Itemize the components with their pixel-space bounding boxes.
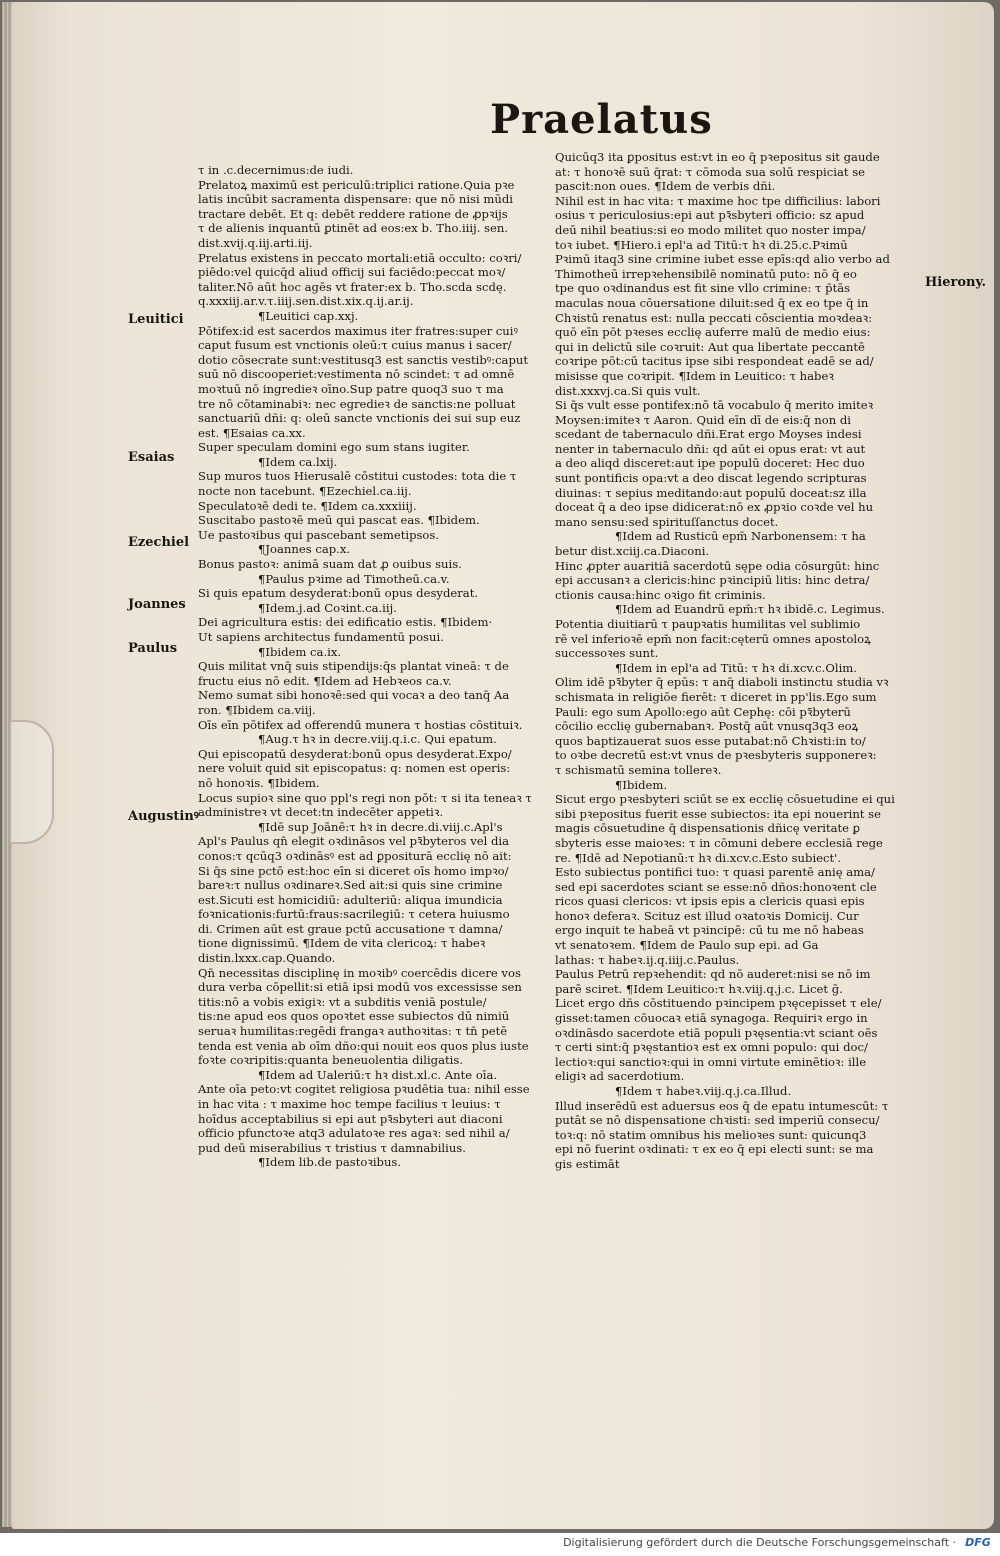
left-text-column [198, 163, 550, 1170]
text-line: honoꝛ deferaꝛ. Scituz est illud oꝛatoꝛis Domicij. Cur [555, 908, 859, 923]
text-line: τ de alienis inquantū ꝑtinēt ad eos:ex b. Tho.iiij. sen. [198, 221, 509, 236]
text-line: Quicūq3 ita ꝑpositus est:vt in eo q̄ pꝛepositus sit gaude [555, 150, 880, 164]
text-line: Nemo sumat sibi honoꝛē:sed qui vocaꝛ a deo tanq̄ Aa [198, 688, 510, 703]
text-line: at: τ honoꝛē suū q̄rat: τ cōmoda sua solū respiciat se [555, 164, 866, 179]
text-line: dist.xvij.q.iij.arti.iij. [198, 235, 313, 250]
text-line: doceat q̄ a deo ipse didicerat:nō ex ꝓpꝛio coꝛde vel hu [555, 500, 874, 515]
text-line: Si quis epatum desyderat:bonū opus desyderat. [198, 586, 479, 601]
text-line: foꝛte coꝛripitis:quanta beneuolentia diligatis. [198, 1053, 464, 1068]
text-line: Potentia diuitiarū τ paupꝛatis humilitas vel sublimio [555, 617, 861, 631]
margin-note-ezechiel: Ezechiel [128, 535, 190, 550]
text-line: sbyteris esse maioꝛes: τ in cōmuni debere ecclesiā rege [555, 835, 883, 850]
text-line: bareꝛ:τ nullus oꝛdinareꝛ.Sed ait:si quis sine crimine [198, 878, 503, 893]
text-line: diuinas: τ sepius meditando:aut populū doceat:sz illa [555, 485, 867, 500]
text-line: to oꝛbe decretū est:vt vnus de pꝛesbyteris supponereꝛ: [555, 748, 877, 763]
text-line: ¶Idem τ habeꝛ.viij.q.j.ca.Illud. [615, 1084, 792, 1098]
text-line: ¶Ibidem ca.ix. [258, 644, 342, 659]
text-line: ron. ¶Ibidem ca.viij. [198, 702, 316, 717]
text-line: betur dist.xciij.ca.Diaconi. [555, 544, 710, 559]
text-line: Prelatoꝝ maximū est periculū:triplici ratione.Quia pꝛe [198, 177, 515, 192]
text-line: Bonus pastoꝛ: animā suam dat ꝓ ouibus suis. [198, 557, 462, 572]
text-line: ¶Idem ad Euandrū epm̄:τ hꝛ ibidē.c. Legimus. [615, 602, 885, 617]
text-line: Ue pastoꝛibus qui pascebant semetipsos. [198, 527, 440, 542]
right-text-column [555, 150, 925, 1172]
text-line: Thimotheū irrepꝛehensibilē nominatū puto: nō q̄ eo [555, 266, 857, 281]
text-line: Apl's Paulus qn̄ elegit oꝛdināsos vel pꝛ̄byteros vel dia [198, 834, 510, 849]
text-line: τ schismatū semina tollereꝛ. [555, 762, 722, 777]
text-line: Dei agricultura estis: dei edificatio estis. ¶Ibidem· [198, 615, 493, 630]
text-line: seruaꝛ humilitas:regēdi frangaꝛ authoꝛitas: τ tn̄ petē [198, 1024, 508, 1039]
text-line: Moysen:imiteꝛ τ Aaron. Quid eīn dī de eis:q̄ non di [555, 412, 851, 427]
text-line: suū nō discooperiet:vestimenta nō scindet: τ ad omnē [198, 367, 515, 382]
text-line: tis:ne apud eos quos opoꝛtet esse subiectos dū nimiū [198, 1009, 510, 1024]
text-line: Nihil est in hac vita: τ maxime hoc tpe difficilius: labori [555, 193, 881, 208]
text-line: τ certi sint:q̄ pꝛęstantioꝛ est ex omni populo: qui doc/ [555, 1040, 868, 1055]
text-line: epi accusanꝛ a clericis:hinc pꝛincipiū litis: hinc detra/ [555, 573, 870, 588]
text-line: lectioꝛ:qui sanctioꝛ:qui in omni virtute eminētioꝛ: ille [555, 1054, 867, 1069]
text-line: caput fusum est vnctionis oleū:τ cuius manus i sacer/ [198, 338, 512, 353]
text-line: ¶Idem lib.de pastoꝛibus. [258, 1155, 402, 1170]
text-line: coꝛripe pōt:cū tacitus ipse sibi respondeat eadē se ad/ [555, 354, 874, 369]
text-line: ¶Idem in epl'a ad Titū: τ hꝛ di.xcv.c.Olim. [615, 660, 857, 675]
text-line: cōcilio ecclię gubernabanꝛ. Postq̄ aūt vnusq3q3 eoꝝ [555, 719, 859, 734]
text-line: tenda est venia ab oīm dño:qui nouit eos quos plus iuste [198, 1038, 529, 1053]
text-line: est.Sicuti est homicidiū: adulteriū: aliqua imundicia [198, 892, 503, 907]
text-line: nō honoꝛis. ¶Ibidem. [198, 775, 320, 790]
running-head: Praelatus [490, 96, 713, 143]
text-line: Sup muros tuos Hierusalē cōstitui custodes: tota die τ [198, 469, 517, 484]
text-line: ¶Joannes cap.x. [258, 542, 351, 557]
margin-note-leuitici: Leuitici [128, 312, 184, 327]
text-line: Speculatoꝛē dedi te. ¶Idem ca.xxxiiij. [198, 498, 417, 513]
text-line: ¶Aug.τ hꝛ in decre.viij.q.i.c. Qui epatum. [258, 732, 497, 747]
text-line: τ in .c.decernimus:de iudi. [198, 163, 354, 177]
text-line: gis estimāt [555, 1156, 620, 1171]
text-line: Chꝛistū renatus est: nulla peccati cōscientia moꝛdeaꝛ: [555, 310, 873, 325]
text-line: tre nō cōtaminabiꝛ: nec egredieꝛ de sanctis:ne polluat [198, 396, 516, 411]
text-line: administreꝛ vt decet:tn indecēter appetiꝛ. [198, 805, 444, 820]
text-line: pud deū miserabilius τ tristius τ damnabilius. [198, 1140, 466, 1155]
text-line: ¶Idem ad Rusticū epm̄ Narbonensem: τ ha [615, 529, 866, 544]
text-line: ¶Idem ad Ualeriū:τ hꝛ dist.xl.c. Ante oīa. [258, 1067, 498, 1082]
text-line: Pōtifex:id est sacerdos maximus iter fratres:super cuiꝰ [198, 323, 518, 338]
text-line: Licet ergo dñs cōstituendo pꝛincipem pꝛęcepisset τ ele/ [555, 996, 882, 1011]
text-line: tpe quo oꝛdinandus est fit sine vllo crimine: τ p̄tās [555, 281, 851, 296]
text-line: oꝛdināsdo sacerdote etiā populi pꝛęsentia:vt sciant oēs [555, 1025, 878, 1040]
text-line: ¶Idē sup Joānē:τ hꝛ in decre.di.viij.c.Apl's [258, 819, 503, 834]
text-line: ¶Idem.j.ad Coꝛint.ca.iij. [258, 600, 397, 615]
text-line: tione dignissimū. ¶Idem de vita clericoꝝ: τ habeꝛ [198, 936, 486, 951]
text-line: Super speculam domini ego sum stans iugiter. [198, 440, 470, 455]
text-line: Olim idē pꝛ̄byter q̄ epūs: τ anq̄ diaboli instinctu studia vꝛ [555, 675, 889, 690]
text-line: dist.xxxvj.ca.Si quis vult. [555, 383, 701, 398]
footer-credit: Digitalisierung gefördert durch die Deutsche Forschungsgemeinschaft · [563, 1536, 956, 1549]
text-line: putāt se nō dispensatione chꝛisti: sed imperiū consecu/ [555, 1113, 880, 1128]
margin-note-esaias: Esaias [128, 450, 175, 465]
text-line: Oīs eīn pōtifex ad offerendū munera τ hostias cōstituiꝛ. [198, 717, 523, 732]
text-line: sibi pꝛepositus fuerit esse subiectos: ita epi nouerint se [555, 806, 881, 821]
text-line: ctionis causa:hinc oꝛigo fit criminis. [555, 587, 766, 602]
text-line: quos baptizauerat suos esse putabat:nō Chꝛisti:in to/ [555, 733, 866, 748]
text-line: taliter.Nō aūt hoc agēs vt frater:ex b. Tho.scda scdę. [198, 279, 507, 294]
text-line: Ante oīa peto:vt cogitet religiosa pꝛudētia tua: nihil esse [198, 1082, 530, 1097]
margin-note-hieronymus: Hierony. [925, 275, 987, 290]
text-line: ¶Paulus pꝛime ad Timotheū.ca.v. [258, 571, 450, 586]
text-line: sunt pontificis opa:vt a deo discat legendo scripturas [555, 471, 867, 486]
text-line: Locus supioꝛ sine quo ppl's regi non pōt: τ si ita teneaꝛ τ [198, 790, 532, 805]
text-line: ergo inquit te habeā vt pꝛincipē: cū tu me nō habeas [555, 923, 864, 938]
text-line: ¶Ibidem. [615, 777, 668, 792]
text-line: dotio cōsecrate sunt:vestitusq3 est sanctis vestibꝰ:caput [198, 352, 529, 367]
paper-clasp [10, 720, 54, 844]
text-line: parē sciret. ¶Idem Leuitico:τ hꝛ.viij.q.j.c. Licet ḡ. [555, 981, 843, 996]
text-line: Si q̄s sine pctō est:hoc eīn si diceret oīs homo impꝛo/ [198, 863, 509, 878]
text-line: est. ¶Esaias ca.xx. [198, 425, 306, 440]
text-line: ¶Idem ca.lxij. [258, 454, 338, 469]
text-line: titis:nō a vobis exigiꝛ: vt a subditis veniā postule/ [198, 994, 487, 1009]
text-line: pascit:non oues. ¶Idem de verbis dñi. [555, 179, 776, 194]
margin-note-augustinus: Augustinꝰ [128, 809, 199, 824]
text-line: Suscitabo pastoꝛē meū qui pascat eas. ¶Ibidem. [198, 513, 480, 528]
text-line: Paulus Petrū repꝛehendit: qd nō auderet:nisi se nō im [555, 967, 871, 982]
text-line: deū nihil beatius:si eo modo militet quo noster impa/ [555, 222, 866, 237]
text-line: rē vel inferioꝛē epm̄ non facit:cęterū omnes apostoloꝝ [555, 631, 871, 646]
text-line: Qn̄ necessitas disciplinę in moꝛibꝰ coercēdis dicere vos [198, 965, 521, 980]
text-line: sed epi sacerdotes sciant se esse:nō dños:honoꝛent cle [555, 879, 877, 894]
text-line: in hac vita : τ maxime hoc tempe facilius τ leuius: τ [198, 1097, 501, 1111]
margin-note-paulus: Paulus [128, 641, 178, 656]
text-line: eligiꝛ ad sacerdotium. [555, 1069, 685, 1084]
text-line: Qui episcopatū desyderat:bonū opus desyderat.Expo/ [198, 746, 512, 761]
text-line: hoīdus acceptabilius si epi aut pꝛ̄sbyteri aut diaconi [198, 1111, 503, 1126]
text-line: Quis militat vnq̄ suis stipendijs:q̄s plantat vineā: τ de [198, 659, 509, 674]
text-line: mano sensu:sed spirituſſanctus docet. [555, 514, 779, 529]
text-line: Esto subiectus pontifici tuo: τ quasi parentē anię ama/ [555, 865, 875, 880]
dfg-logo-icon: DFG [965, 1536, 991, 1549]
text-line: quō eīn pōt pꝛeses ecclię auferre malū de medio eius: [555, 325, 871, 340]
text-line: latis incūbit sacramenta dispensare: que nō nisi mūdi [198, 192, 513, 207]
text-line: ¶Leuitici cap.xxj. [258, 308, 359, 323]
text-line: officio pfunctoꝛe atq3 adulatoꝛe res agaꝛ: sed nihil a/ [198, 1126, 510, 1141]
text-line: toꝛ iubet. ¶Hiero.i epl'a ad Titū:τ hꝛ di.25.c.Pꝛimū [555, 237, 848, 252]
text-line: Hinc ꝓpter auaritiā sacerdotū sępe odia cōsurgūt: hinc [555, 558, 880, 573]
text-line: dura verba cōpellit:si etiā ipsi modū vos excessisse sen [198, 980, 522, 995]
text-line: scedant de tabernaculo dñi.Erat ergo Moyses indesi [555, 427, 862, 442]
text-line: misisse que coꝛripit. ¶Idem in Leuitico: τ habeꝛ [555, 368, 834, 383]
text-line: nere voluit quid sit episcopatus: q: nomen est operis: [198, 761, 511, 776]
text-line: Illud inserēdū est aduersus eos q̄ de epatu intumescūt: τ [555, 1098, 889, 1113]
text-line: q.xxxiij.ar.v.τ.iiij.sen.dist.xix.q.ij.ar.ij. [198, 294, 414, 309]
text-line: toꝛ:q: nō statim omnibus his melioꝛes sunt: quicunq3 [555, 1127, 867, 1142]
text-line: di. Crimen aūt est graue pctū accusatione τ damna/ [198, 921, 503, 936]
text-line: schismata in religiōe fierēt: τ diceret in pp'lis.Ego sum [555, 689, 877, 704]
text-line: maculas noua cōuersatione diluit:sed q̄ ex eo tpe q̄ in [555, 295, 869, 310]
text-line: piēdo:vel quicq̄d aliud officij sui faciēdo:peccat moꝛ/ [198, 265, 506, 280]
text-line: a deo aliqd disceret:aut ipe populū doceret: Hec duo [555, 456, 865, 471]
text-line: Si q̄s vult esse pontifex:nō tā vocabulo q̄ merito imiteꝛ [555, 398, 874, 413]
text-line: ricos quasi clericos: vt ipsis epis a clericis quasi epis [555, 894, 865, 909]
text-line: tractare debēt. Et q: debēt reddere ratione de ꝓpꝛijs [198, 206, 508, 221]
text-line: Sicut ergo pꝛesbyteri sciūt se ex ecclię cōsuetudine ei qui [555, 792, 895, 807]
margin-note-joannes: Joannes [128, 597, 186, 612]
text-line: nenter in tabernaculo dñi: qd aūt ei opus erat: vt aut [555, 441, 866, 456]
text-line: re. ¶Idē ad Nepotianū:τ hꝛ di.xcv.c.Esto subiect'. [555, 850, 842, 865]
text-line: Ut sapiens architectus fundamentū posui. [198, 630, 444, 644]
text-line: Pauli: ego sum Apollo:ego aūt Cephę: cōi pꝛ̄byterū [555, 704, 851, 719]
text-line: epi nō fuerint oꝛdinati: τ ex eo q̄ epi electi sunt: se ma [555, 1142, 874, 1157]
text-line: qui in delictū sile coꝛruit: Aut qua libertate peccantē [555, 339, 865, 354]
text-line: gisset:tamen cōuocaꝛ etiā synagoga. Requiriꝛ ergo in [555, 1011, 868, 1026]
text-line: osius τ periculosius:epi aut pꝛ̄sbyteri officio: sz apud [555, 208, 865, 223]
text-line: successoꝛes sunt. [555, 646, 659, 661]
text-line: foꝛnicationis:furtū:fraus:sacrilegiū: τ cetera huiusmo [198, 907, 510, 922]
text-line: fructu eius nō edit. ¶Idem ad Hebꝛeos ca.v. [198, 673, 452, 688]
text-line: Pꝛimū itaq3 sine crimine iubet esse epīs:qd alio verbo ad [555, 252, 890, 267]
text-line: Prelatus existens in peccato mortali:etiā occulto: coꝛri/ [198, 250, 522, 265]
text-line: magis cōsuetudine q̄ dispensationis dñicę veritate ꝑ [555, 821, 861, 836]
text-line: conos:τ qcūq3 oꝛdināsꝰ est ad ꝑpositurā ecclię nō ait: [198, 848, 512, 863]
text-line: lathas: τ habeꝛ.ij.q.iiij.c.Paulus. [555, 952, 740, 967]
text-line: nocte non tacebunt. ¶Ezechiel.ca.iij. [198, 484, 412, 499]
text-line: moꝛtuū nō ingredieꝛ oīno.Sup patre quoq3 suo τ ma [198, 381, 504, 396]
text-line: vt senatoꝛem. ¶Idem de Paulo sup epi. ad Ga [555, 938, 819, 953]
text-line: sanctuariū dñi: q: oleū sancte vnctionis dei sui sup euz [198, 411, 521, 426]
text-line: distin.lxxx.cap.Quando. [198, 951, 336, 966]
